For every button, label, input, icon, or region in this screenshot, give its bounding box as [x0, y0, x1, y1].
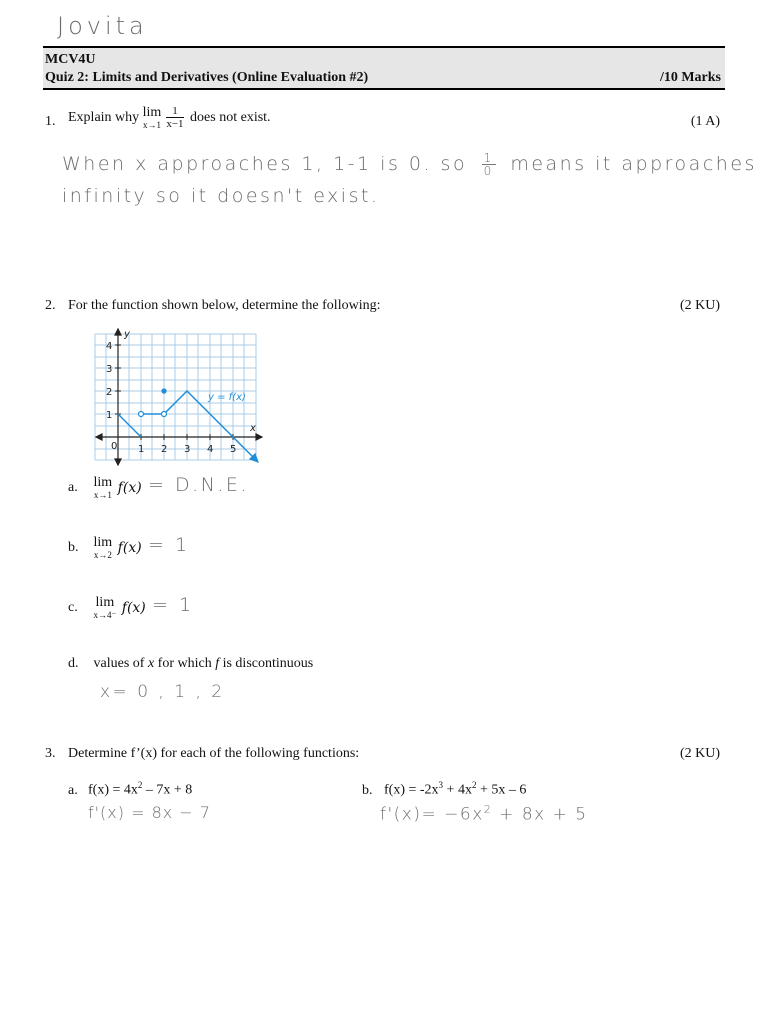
q3a-exp: 2: [137, 780, 143, 790]
q2d-var-f: f: [215, 656, 220, 671]
filled-dot: [162, 389, 166, 393]
graph-x-tick: 5: [230, 444, 237, 455]
graph-y-tick: 2: [106, 387, 113, 398]
q3b-rest: + 5x – 6: [476, 782, 527, 798]
q3b-fn: f(x) = -2x: [384, 782, 439, 798]
q3b-exp: 3: [438, 780, 444, 790]
q3-points: (2 KU): [679, 746, 720, 761]
q1-answer-line1: [62, 152, 757, 177]
q2d-item: [68, 656, 313, 672]
q2-number: 2.: [45, 298, 56, 313]
q1-lim-word: lim: [142, 105, 162, 120]
q3b-answer-b: + 8x + 5: [492, 804, 588, 825]
q1-frac-den: x−1: [166, 118, 184, 130]
q2-points: (2 KU): [679, 298, 720, 313]
function-graph: [94, 328, 264, 466]
q3-text: Determine f’(x) for each of the following functions:: [68, 746, 360, 761]
graph-y-tick: 1: [106, 410, 113, 421]
q2d-answer: x= 0 , 1 , 2: [100, 682, 225, 702]
q3b-answer: [380, 803, 588, 825]
q3b-exp2: 2: [471, 780, 477, 790]
q1-answer-fraction: [482, 152, 496, 177]
q1-answer-frac-num: 1: [483, 151, 494, 165]
q2a-fx: f(x): [117, 480, 142, 496]
q2a-lim-word: lim: [93, 475, 113, 490]
open-circle: [162, 412, 167, 417]
graph-x-tick: 2: [161, 444, 168, 455]
q3b-letter: b.: [362, 782, 373, 798]
q3b-mid: + 4x: [443, 782, 472, 798]
q2c-item: [68, 596, 146, 620]
q2b-item: [68, 536, 142, 560]
graph-x-axis-label: x: [250, 423, 256, 434]
graph-curve-label: y = f(x): [208, 392, 246, 403]
q3b-answer-a: f'(x)= −6x: [380, 804, 484, 825]
graph-y-axis-label: y: [124, 329, 130, 340]
graph-y-tick: 3: [106, 364, 113, 375]
q3b-item: [362, 780, 526, 799]
graph-x-tick: 4: [207, 444, 214, 455]
q2a-answer: = D.N.E.: [148, 474, 249, 496]
q2c-letter: c.: [68, 600, 78, 615]
q2d-text-middle: for which: [157, 656, 212, 671]
q3a-item: [68, 780, 192, 799]
q3b-answer-exp: 2: [483, 803, 493, 816]
q2a-item: [68, 476, 142, 500]
graph-x-tick: 3: [184, 444, 191, 455]
q1-answer-text1: When x approaches 1, 1-1 is 0. so: [62, 153, 468, 175]
q1-prefix: Explain why: [68, 110, 140, 125]
q2c-fx: f(x): [121, 600, 146, 616]
q2b-letter: b.: [68, 540, 79, 555]
q3a-fn: f(x) = 4x: [88, 782, 138, 798]
q2b-fx: f(x): [117, 540, 142, 556]
graph-x-tick: 1: [138, 444, 145, 455]
q2-text: For the function shown below, determine the following:: [68, 298, 381, 313]
q1-answer-text1-end: means it approaches: [510, 153, 757, 175]
q2b-lim-sub: x→2: [93, 550, 112, 560]
q1-frac-num: 1: [166, 106, 183, 118]
student-name: Jovita: [57, 12, 148, 40]
q2a-limit: [94, 476, 113, 500]
open-circle: [139, 412, 144, 417]
q2c-lim-sub: x→4⁻: [93, 610, 117, 620]
q2b-lim-word: lim: [93, 535, 113, 550]
q1-answer-frac-den: 0: [483, 164, 494, 178]
q1-points: (1 A): [690, 114, 720, 129]
graph-x-tick: 0: [111, 441, 118, 452]
q2d-letter: d.: [68, 656, 79, 671]
course-code: MCV4U: [45, 52, 96, 67]
q1-answer-line2: infinity so it doesn't exist.: [62, 185, 380, 207]
q3a-rest: – 7x + 8: [142, 782, 193, 798]
quiz-title: Quiz 2: Limits and Derivatives (Online Evaluation #2): [45, 70, 369, 85]
q3-number: 3.: [45, 746, 56, 761]
q3a-letter: a.: [68, 782, 78, 798]
graph-y-tick: 4: [106, 341, 113, 352]
q2d-text-before: values of: [93, 656, 145, 671]
q2b-answer: = 1: [148, 534, 190, 556]
total-marks: /10 Marks: [659, 70, 721, 85]
q2b-limit: [94, 536, 113, 560]
q1-limit: [143, 106, 162, 130]
q1-suffix: does not exist.: [190, 110, 271, 125]
q2d-text-after: is discontinuous: [222, 656, 314, 671]
q1-fraction: [166, 106, 183, 130]
q3a-answer: f'(x) = 8x − 7: [88, 803, 211, 822]
q2d-var-x: x: [147, 656, 155, 671]
q2a-lim-sub: x→1: [93, 490, 112, 500]
q1-text: [68, 106, 271, 130]
q2c-limit: [94, 596, 117, 620]
q1-number: 1.: [45, 114, 56, 129]
q2a-letter: a.: [68, 480, 78, 495]
q2c-lim-word: lim: [95, 595, 115, 610]
quiz-header: [43, 46, 725, 90]
q2c-answer: = 1: [152, 594, 194, 616]
q1-lim-sub: x→1: [142, 120, 161, 130]
